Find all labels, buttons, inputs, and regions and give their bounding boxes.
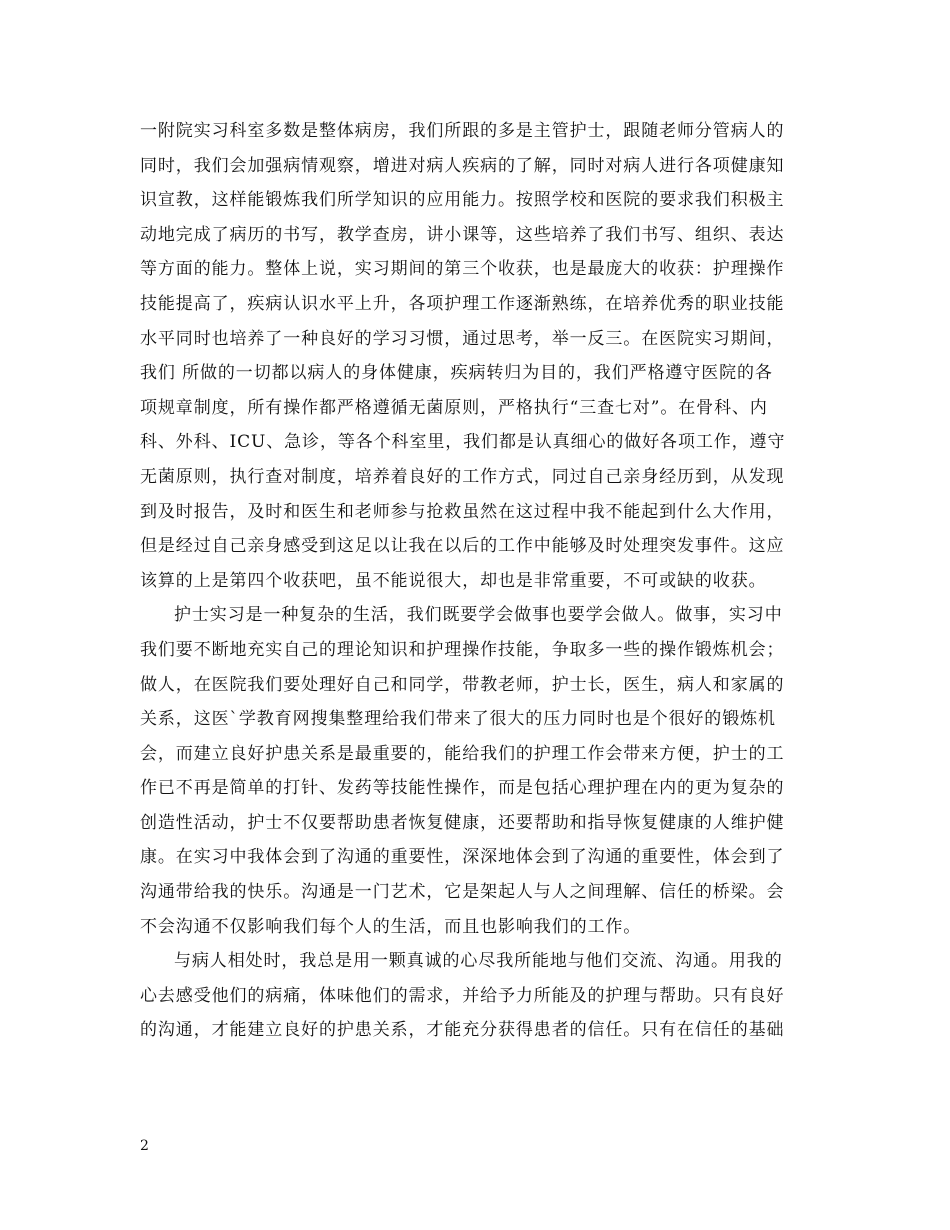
text-line: 该算的上是第四个收获吧，虽不能说很大，却也是非常重要，不可或缺的收获。 xyxy=(140,570,767,591)
text-line: 但是经过自己亲身感受到这足以让我在以后的工作中能够及时处理突发事件。这应 xyxy=(140,536,785,557)
text-line: 的沟通，才能建立良好的护患关系，才能充分获得患者的信任。只有在信任的基础 xyxy=(140,1020,785,1041)
text-line: 我们要不断地充实自己的理论知识和护理操作技能，争取多一些的操作锻炼机会； xyxy=(140,639,785,660)
text-line: 不会沟通不仅影响我们每个人的生活，而且也影响我们的工作。 xyxy=(140,916,642,937)
text-line: 康。在实习中我体会到了沟通的重要性，深深地体会到了沟通的重要性，体会到了 xyxy=(140,847,785,868)
text-line: 作已不再是简单的打针、发药等技能性操作，而是包括心理护理在内的更为复杂的 xyxy=(140,778,785,799)
paragraph-1 xyxy=(140,114,812,598)
text-line: 动地完成了病历的书写，教学查房，讲小课等，这些培养了我们书写、组织、表达 xyxy=(140,224,785,245)
text-line: 会，而建立良好护患关系是最重要的，能给我们的护理工作会带来方便，护士的工 xyxy=(140,743,785,764)
text-line: 科、外科、ICU、急诊，等各个科室里，我们都是认真细心的做好各项工作，遵守 xyxy=(140,432,786,453)
text-line: 同时，我们会加强病情观察，增进对病人疾病的了解，同时对病人进行各项健康知 xyxy=(140,155,785,176)
text-line: 无菌原则，执行查对制度，培养着良好的工作方式，同过自己亲身经历到，从发现 xyxy=(140,466,785,487)
text-line: 沟通带给我的快乐。沟通是一门艺术，它是架起人与人之间理解、信任的桥梁。会 xyxy=(140,882,785,903)
text-line: 项规章制度，所有操作都严格遵循无菌原则，严格执行“三查七对”。在骨科、内 xyxy=(140,397,768,418)
paragraph-3 xyxy=(140,944,812,1048)
text-line: 我们 所做的一切都以病人的身体健康，疾病转归为目的，我们严格遵守医院的各 xyxy=(140,363,773,384)
text-line: 做人，在医院我们要处理好自己和同学，带教老师，护士长，医生，病人和家属的 xyxy=(140,674,785,695)
text-line: 心去感受他们的病痛，体味他们的需求，并给予力所能及的护理与帮助。只有良好 xyxy=(140,985,785,1006)
text-line: 水平同时也培养了一种良好的学习习惯，通过思考，举一反三。在医院实习期间， xyxy=(140,328,785,349)
page-number: 2 xyxy=(140,1138,149,1154)
paragraph-2 xyxy=(140,598,812,944)
text-line: 等方面的能力。整体上说，实习期间的第三个收获，也是最庞大的收获：护理操作 xyxy=(140,259,785,280)
text-line: 护士实习是一种复杂的生活，我们既要学会做事也要学会做人。做事，实习中 xyxy=(174,605,783,626)
document-body xyxy=(140,114,812,1048)
text-line: 一附院实习科室多数是整体病房，我们所跟的多是主管护士，跟随老师分管病人的 xyxy=(140,121,785,141)
text-line: 技能提高了，疾病认识水平上升，各项护理工作逐渐熟练，在培养优秀的职业技能 xyxy=(140,293,785,314)
text-line: 到及时报告，及时和医生和老师参与抢救虽然在这过程中我不能起到什么大作用， xyxy=(140,501,785,522)
text-line: 创造性活动，护士不仅要帮助患者恢复健康，还要帮助和指导恢复健康的人维护健 xyxy=(140,812,785,833)
text-line: 识宣教，这样能锻炼我们所学知识的应用能力。按照学校和医院的要求我们积极主 xyxy=(140,190,785,211)
text-line: 与病人相处时，我总是用一颗真诚的心尽我所能地与他们交流、沟通。用我的 xyxy=(174,951,783,972)
text-line: 关系，这医`学教育网搜集整理给我们带来了很大的压力同时也是个很好的锻炼机 xyxy=(140,709,776,730)
